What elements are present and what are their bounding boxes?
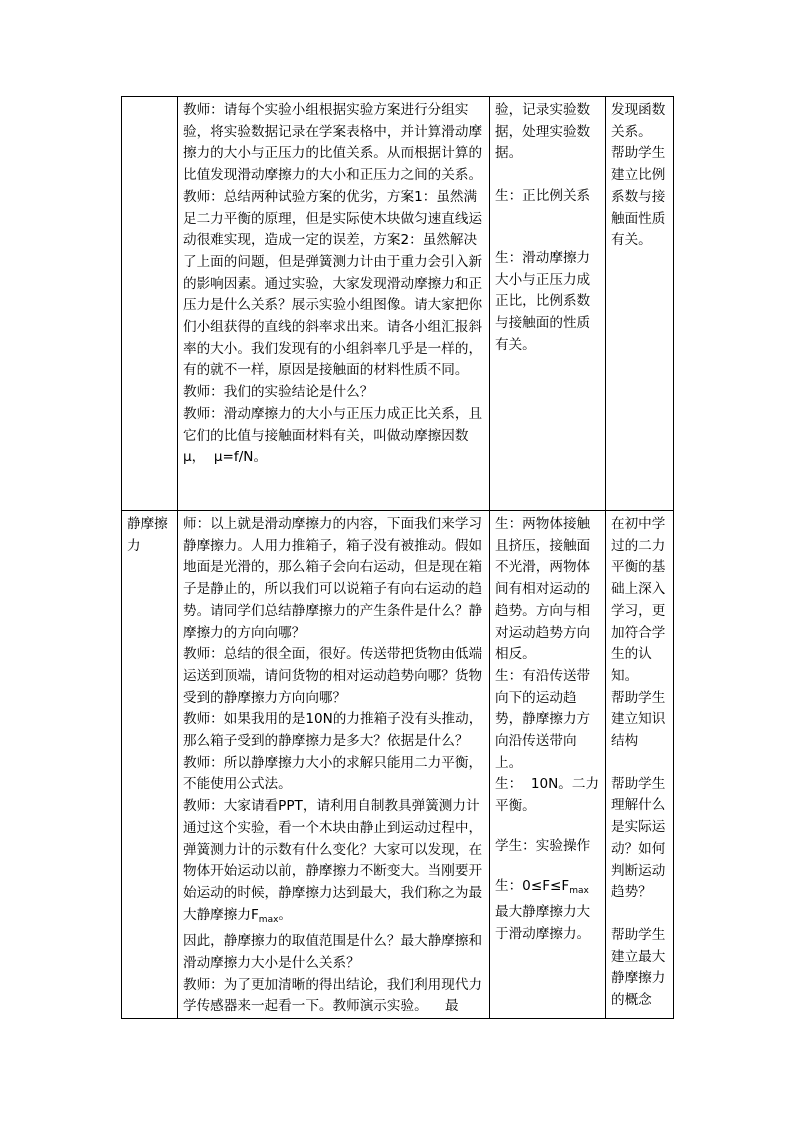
student-paragraph: 生：正比例关系 [495, 188, 591, 205]
table-row [122, 511, 674, 1019]
teacher-paragraph: 教师：请每个实验小组根据实验方案进行分组实验，将实验数据记录在学案表格中，并计算滑动摩擦力的大小与正压力的比值关系。从而根据计算的比值发现滑动摩擦力的大小和正压力之间的关系。 [183, 102, 483, 184]
intent-paragraph: 帮助学生建立知识结构 [611, 689, 666, 750]
teacher-paragraph: 教师：如果我用的是10N的力推箱子没有头推动，那么箱子受到的静摩擦力是多大？依据是什么？ [183, 711, 483, 750]
teacher-paragraph [183, 796, 485, 931]
design-intent-cell [606, 97, 674, 511]
intent-paragraph: 发现函数关系。 [611, 102, 666, 140]
teacher-paragraph: 教师：滑动摩擦力的大小与正压力成正比关系，且它们的比值与接触面材料有关，叫做动摩擦因数μ， μ=f/N。 [183, 405, 483, 466]
intent-paragraph: 帮助学生理解什么是实际运动？如何判断运动趋势？ [611, 775, 666, 901]
teacher-paragraph: 因此，静摩擦力的取值范围是什么？最大静摩擦和滑动摩擦力大小是什么关系？ [183, 933, 483, 972]
student-paragraph: 最大静摩擦力大于滑动摩擦力。 [495, 904, 591, 942]
subscript-max: max [569, 885, 589, 896]
student-activity-cell [490, 97, 606, 511]
teacher-paragraph: 师：以上就是滑动摩擦力的内容，下面我们来学习静摩擦力。人用力推箱子，箱子没有被推动。假如地面是光滑的，那么箱子会向右运动，但是现在箱子是静止的，所以我们可以说箱子有向右运动的趋势。请同学们总结静摩擦力的产生条件是什么？静摩擦力的方向向哪？ [183, 516, 483, 641]
intent-paragraph: 帮助学生建立最大静摩擦力的概念 [611, 926, 666, 1009]
student-paragraph [495, 876, 601, 903]
student-paragraph: 生：有沿传送带向下的运动趋势，静摩擦力方向沿传送带向上。 [495, 667, 591, 771]
teacher-paragraph: 教师：为了更加清晰的得出结论，我们利用现代力学传感器来一起看一下。教师演示实验。 最 [183, 976, 483, 1015]
teacher-activity-cell [178, 511, 490, 1019]
teacher-paragraph-text: 教师：大家请看PPT，请利用自制教具弹簧测力计通过这个实验，看一个木块由静止到运动过程中，弹簧测力计的示数有什么变化？大家可以发现，在物体开始运动以前，静摩擦力不断变大。当刚要开始运动的时候，静摩擦力达到最大，我们称之为最大静摩擦力F [183, 798, 483, 923]
teacher-paragraph: 教师：我们的实验结论是什么？ [183, 384, 374, 401]
subscript-max: max [258, 914, 279, 925]
design-intent-cell [606, 511, 674, 1019]
intent-paragraph: 帮助学生建立比例系数与接触面性质有关。 [611, 145, 666, 249]
inequality-text: 生：0≤F≤F [495, 877, 570, 894]
teacher-paragraph-end: 。 [278, 906, 292, 923]
teacher-paragraph: 教师：总结的很全面，很好。传送带把货物由低端运送到顶端，请问货物的相对运动趋势向哪？货物受到的静摩擦力方向向哪？ [183, 646, 483, 706]
topic-cell [122, 511, 178, 1019]
table-row [122, 97, 674, 511]
student-paragraph: 学生：实验操作 [495, 837, 591, 854]
student-paragraph: 生： 10N。二力平衡。 [495, 776, 600, 815]
teacher-paragraph: 教师：总结两种试验方案的优劣，方案1：虽然满足二力平衡的原理，但是实际使木块做匀速直线运动很难实现，造成一定的误差，方案2：虽然解决了上面的问题，但是弹簧测力计由于重力会引入新的影响因素。通过实验，大家发现滑动摩擦力和正压力是什么关系？展示实验小组图像。请大家把你们小组获得的直线的斜率求出来。请各小组汇报斜率的大小。我们发现有的小组斜率几乎是一样的，有的就不一样，原因是接触面的材料性质不同。 [183, 188, 483, 379]
topic-cell [122, 97, 178, 511]
topic-label: 静摩擦力 [127, 516, 168, 554]
student-paragraph: 生：两物体接触且挤压，接触面不光滑，两物体间有相对运动的趋势。方向与相对运动趋势方向相反。 [495, 516, 591, 663]
teacher-activity-cell [178, 97, 490, 511]
student-paragraph: 验，记录实验数据，处理实验数据。 [495, 102, 591, 162]
lesson-plan-table [121, 96, 674, 1019]
student-activity-cell [490, 511, 606, 1019]
intent-paragraph: 在初中学过的二力平衡的基础上深入学习，更加符合学生的认知。 [611, 516, 666, 684]
student-paragraph: 生：滑动摩擦力大小与正压力成正比，比例系数与接触面的性质有关。 [495, 249, 591, 353]
teacher-paragraph: 教师：所以静摩擦力大小的求解只能用二力平衡，不能使用公式法。 [183, 754, 483, 793]
